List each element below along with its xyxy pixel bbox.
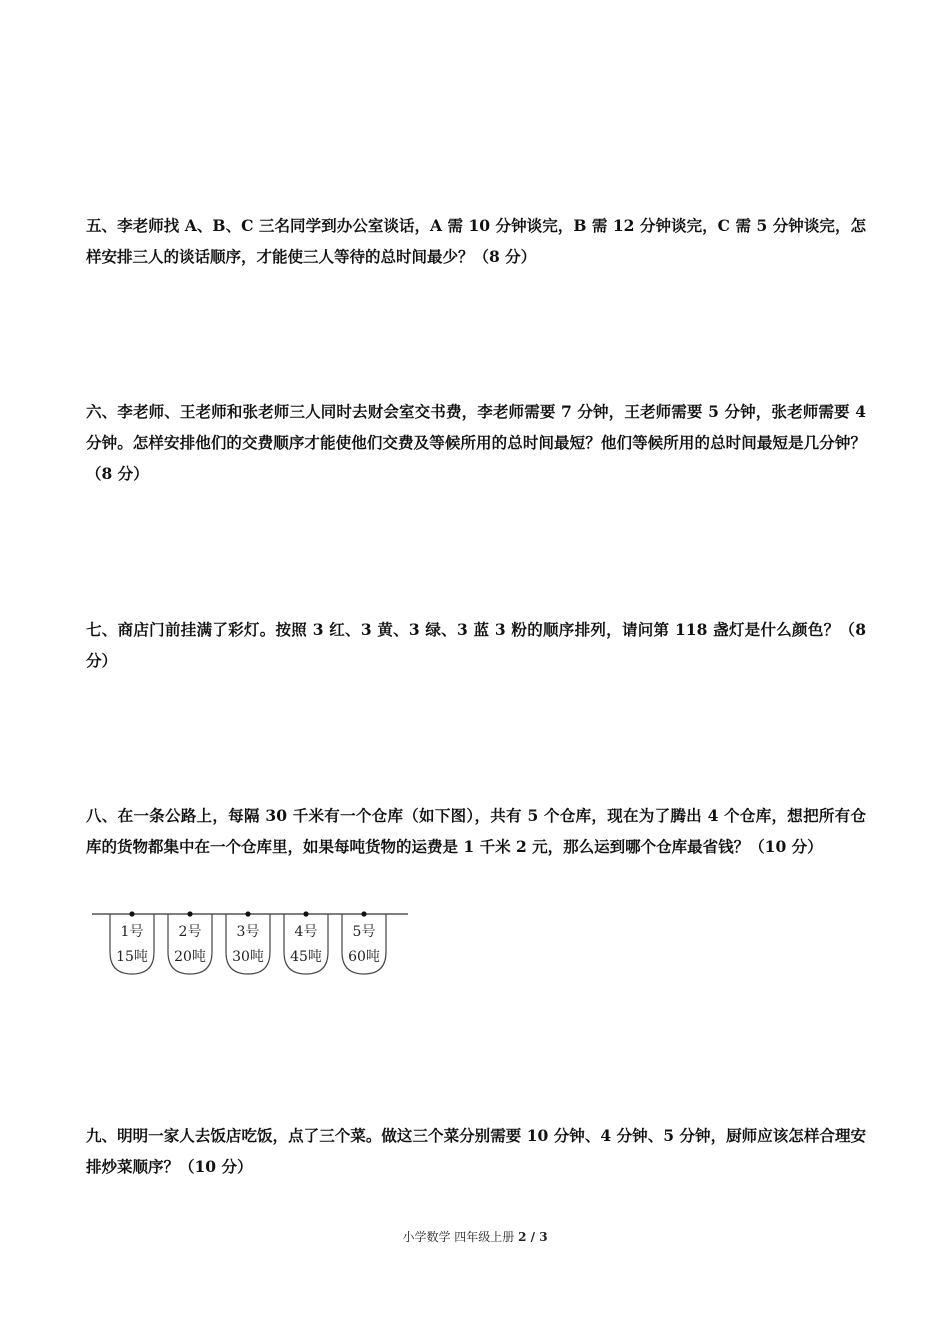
warehouse-4 — [284, 911, 328, 974]
warehouse-label: 2号 — [178, 924, 202, 940]
warehouse-label: 1号 — [120, 924, 144, 940]
warehouse-cargo: 30吨 — [232, 949, 264, 965]
warehouse-location-dot — [129, 911, 134, 916]
warehouse-3 — [226, 911, 270, 974]
warehouse-diagram — [92, 902, 412, 982]
question-9: 九、明明一家人去饭店吃饭，点了三个菜。做这三个菜分别需要 10 分钟、4 分钟、5 分钟，厨师应该怎样合理安排炒菜顺序？（10 分） — [86, 1126, 866, 1176]
warehouse-1 — [110, 911, 154, 974]
warehouse-outline — [284, 914, 328, 974]
question-6: 六、李老师、王老师和张老师三人同时去财会室交书费，李老师需要 7 分钟，王老师需要 5 分钟，张老师需要 4 分钟。怎样安排他们的交费顺序才能使他们交费及等候所用的总时间最短？他们等候所用的总时间最短是几分钟？（8 分） — [86, 402, 866, 483]
warehouse-location-dot — [187, 911, 192, 916]
page-number: 2 / 3 — [518, 1230, 548, 1244]
warehouse-location-dot — [303, 911, 308, 916]
warehouse-label: 5号 — [352, 924, 376, 940]
question-8: 八、在一条公路上，每隔 30 千米有一个仓库（如下图），共有 5 个仓库，现在为了腾出 4 个仓库，想把所有仓库的货物都集中在一个仓库里，如果每吨货物的运费是 1 千米 2 元，那么运到哪个仓库最省钱？（10 分） — [86, 806, 866, 856]
warehouse-cargo: 60吨 — [348, 949, 380, 965]
warehouse-cargo: 45吨 — [290, 949, 322, 965]
warehouse-cargo: 20吨 — [174, 949, 206, 965]
question-5: 五、李老师找 A、B、C 三名同学到办公室谈话，A 需 10 分钟谈完，B 需 12 分钟谈完，C 需 5 分钟谈完，怎样安排三人的谈话顺序，才能使三人等待的总时间最少？（8 分） — [86, 216, 866, 266]
warehouse-label: 4号 — [294, 924, 318, 940]
warehouse-outline — [342, 914, 386, 974]
page-footer — [0, 1228, 950, 1245]
warehouse-outline — [226, 914, 270, 974]
warehouse-outline — [110, 914, 154, 974]
warehouse-5 — [342, 911, 386, 974]
footer-text: 小学数学 四年级上册 — [402, 1230, 515, 1244]
warehouse-label: 3号 — [236, 924, 260, 940]
warehouse-2 — [168, 911, 212, 974]
question-7: 七、商店门前挂满了彩灯。按照 3 红、3 黄、3 绿、3 蓝 3 粉的顺序排列，请问第 118 盏灯是什么颜色？（8 分） — [86, 620, 866, 670]
warehouse-outline — [168, 914, 212, 974]
warehouse-location-dot — [245, 911, 250, 916]
warehouse-location-dot — [361, 911, 366, 916]
warehouse-cargo: 15吨 — [116, 949, 148, 965]
